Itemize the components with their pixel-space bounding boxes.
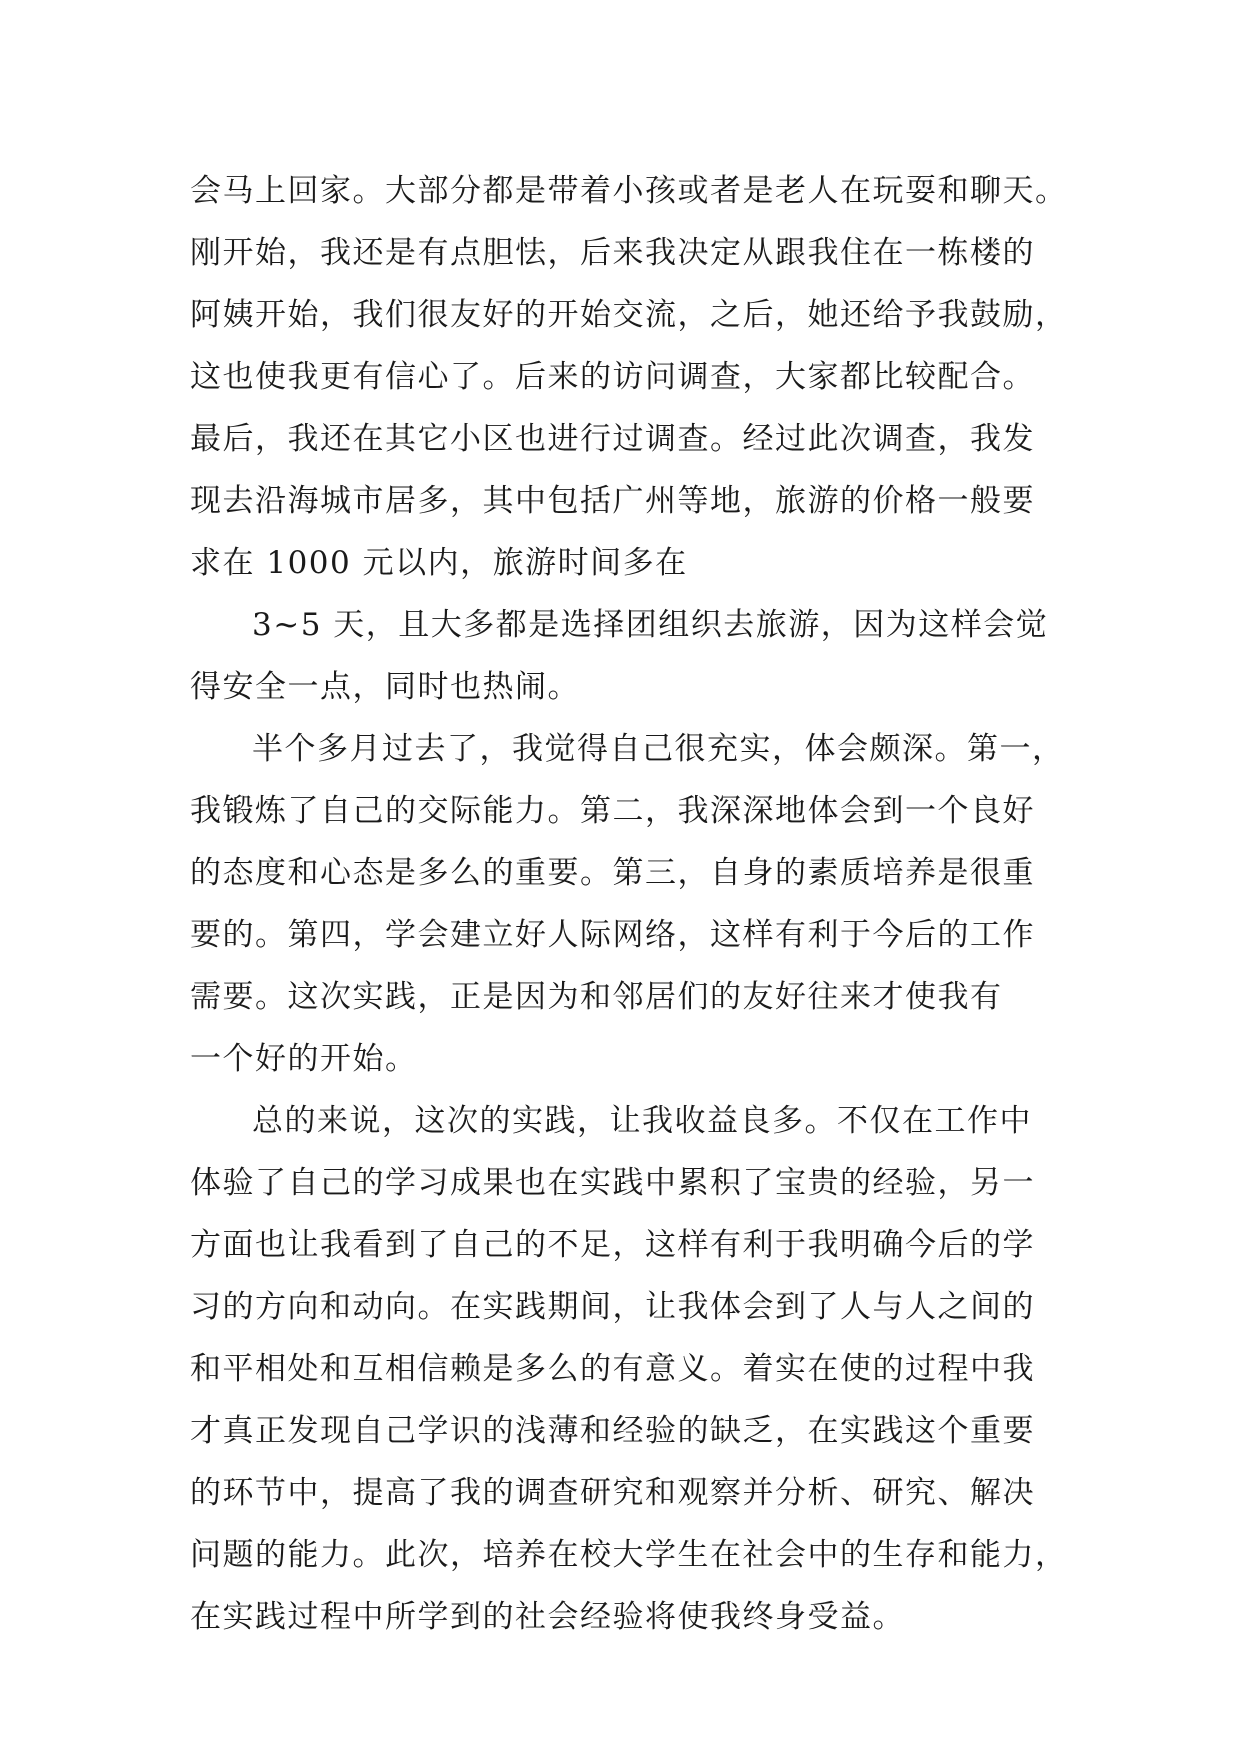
text-line: 在实践过程中所学到的社会经验将使我终身受益。 (190, 1599, 905, 1635)
text-line: 3~5 天，且大多都是选择团组织去旅游，因为这样会觉 (252, 607, 1049, 643)
text-line: 的态度和心态是多么的重要。第三，自身的素质培养是很重 (190, 855, 1035, 891)
text-line: 体验了自己的学习成果也在实践中累积了宝贵的经验，另一 (190, 1165, 1035, 1201)
text-line: 刚开始，我还是有点胆怯，后来我决定从跟我住在一栋楼的 (190, 235, 1035, 271)
text-line: 得安全一点，同时也热闹。 (190, 669, 580, 705)
text-line: 问题的能力。此次，培养在校大学生在社会中的生存和能力， (190, 1537, 1068, 1573)
text-line: 阿姨开始，我们很友好的开始交流，之后，她还给予我鼓励， (190, 297, 1068, 333)
body-text (190, 160, 1090, 1648)
text-line: 需要。这次实践，正是因为和邻居们的友好往来才使我有 (190, 979, 1003, 1015)
text-line: 现去沿海城市居多，其中包括广州等地，旅游的价格一般要 (190, 483, 1035, 519)
text-line: 一个好的开始。 (190, 1041, 418, 1077)
text-line: 要的。第四，学会建立好人际网络，这样有利于今后的工作 (190, 917, 1035, 953)
text-line: 半个多月过去了，我觉得自己很充实，体会颇深。第一， (252, 731, 1065, 767)
text-line: 总的来说，这次的实践，让我收益良多。不仅在工作中 (252, 1103, 1032, 1139)
text-line: 我锻炼了自己的交际能力。第二，我深深地体会到一个良好 (190, 793, 1035, 829)
text-line: 才真正发现自己学识的浅薄和经验的缺乏，在实践这个重要 (190, 1413, 1035, 1449)
text-line: 方面也让我看到了自己的不足，这样有利于我明确今后的学 (190, 1227, 1035, 1263)
text-line: 的环节中，提高了我的调查研究和观察并分析、研究、解决 (190, 1475, 1035, 1511)
text-line: 这也使我更有信心了。后来的访问调查，大家都比较配合。 (190, 359, 1035, 395)
text-line: 习的方向和动向。在实践期间，让我体会到了人与人之间的 (190, 1289, 1035, 1325)
text-line: 会马上回家。大部分都是带着小孩或者是老人在玩耍和聊天。 (190, 173, 1068, 209)
text-line: 求在 1000 元以内，旅游时间多在 (190, 545, 688, 581)
text-line: 和平相处和互相信赖是多么的有意义。着实在使的过程中我 (190, 1351, 1035, 1387)
text-line: 最后，我还在其它小区也进行过调查。经过此次调查，我发 (190, 421, 1035, 457)
